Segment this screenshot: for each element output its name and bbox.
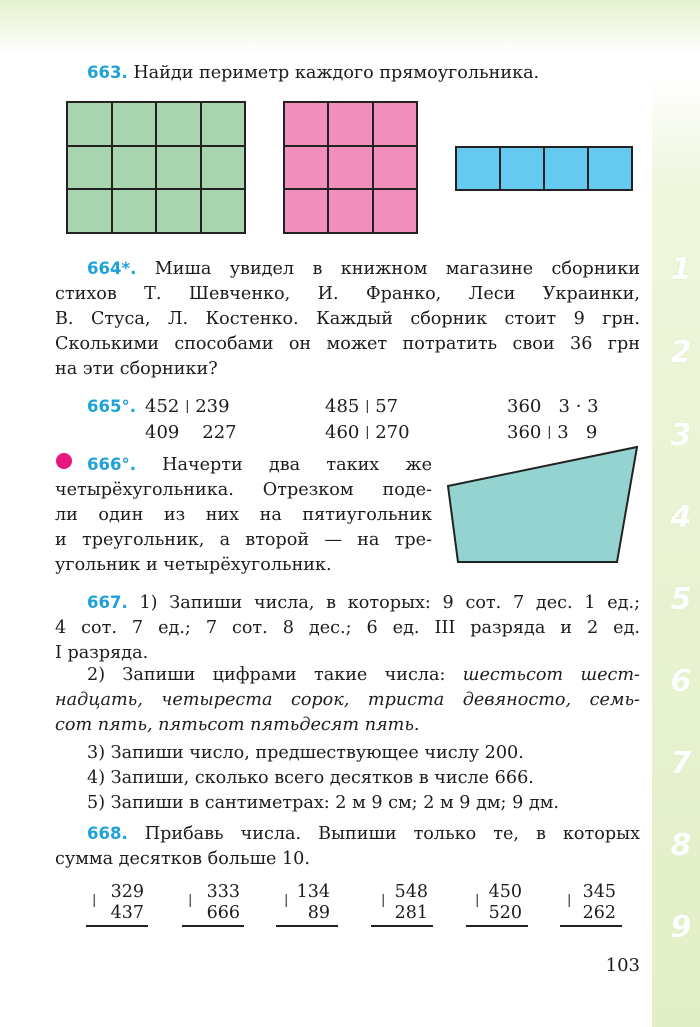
exercise-line: надцать, четыреста сорок, триста девяносто, семь- xyxy=(55,690,640,710)
exercise-number: 665°. xyxy=(87,397,136,416)
exercise-number: 668. xyxy=(87,824,128,843)
exercise-667-part4: 4) Запиши, сколько всего десятков в числе 666. xyxy=(87,768,534,788)
marker-dot xyxy=(56,453,72,469)
exercise-line: I разряда. xyxy=(55,643,149,663)
tab-5: 5 xyxy=(670,582,692,617)
tab-3: 3 xyxy=(670,418,692,453)
rectangle-green-grid xyxy=(66,101,246,234)
exercise-line: сумма десятков больше 10. xyxy=(55,849,310,869)
exercise-line: Сколькими способами он может потратить свои 36 грн xyxy=(55,334,640,354)
exercise-663 xyxy=(87,60,642,86)
exercise-line: сот пять, пятьсот пятьдесят пять. xyxy=(55,715,420,735)
exercise-line: 2) Запиши цифрами такие числа: шестьсот шест- xyxy=(87,665,640,685)
tab-2: 2 xyxy=(670,335,692,370)
top-fade xyxy=(0,0,700,55)
exercise-text: Найди периметр каждого прямоугольника. xyxy=(133,63,540,83)
exercise-line: 667. 1) Запиши числа, в которых: 9 сот. 7 дес. 1 ед.; xyxy=(87,593,640,613)
expr-452-239: 452 | 239 xyxy=(145,396,230,417)
exercise-line: на эти сборники? xyxy=(55,359,218,379)
expr-460-270: 460 | 270 xyxy=(325,422,410,443)
expr-409-227: 409 227 xyxy=(145,422,237,443)
page-number: 103 xyxy=(605,955,640,976)
tab-9: 9 xyxy=(670,910,692,945)
expr-360-3x3: 360 3 · 3 xyxy=(507,396,599,417)
expr-360-3-9: 360 | 3 9 xyxy=(507,422,598,443)
exercise-number: 667. xyxy=(87,593,128,612)
exercise-number: 663. xyxy=(87,63,128,82)
exercise-line: 666°. Начерти два таких же xyxy=(87,455,432,475)
exercise-line: четырёхугольника. Отрезком поде- xyxy=(55,480,432,500)
exercise-line: 4 сот. 7 ед.; 7 сот. 8 дес.; 6 ед. III разряда и 2 ед. xyxy=(55,618,640,638)
rectangle-blue-strip xyxy=(455,146,633,191)
exercise-line: ли один из них на пятиугольник xyxy=(55,505,432,525)
expr-485-57: 485 | 57 xyxy=(325,396,399,417)
exercise-666 xyxy=(55,452,432,578)
exercise-line: стихов Т. Шевченко, И. Франко, Леси Украинки, xyxy=(55,284,640,304)
exercise-667-part5: 5) Запиши в сантиметрах: 2 м 9 см; 2 м 9 дм; 9 дм. xyxy=(87,793,559,813)
rectangle-pink-grid xyxy=(283,101,418,234)
tab-4: 4 xyxy=(670,500,692,535)
quadrilateral-figure xyxy=(444,444,640,566)
exercise-667-part2 xyxy=(55,663,640,738)
exercise-line: и треугольник, а второй — на тре- xyxy=(55,530,432,550)
exercise-668 xyxy=(55,821,641,872)
exercise-667 xyxy=(55,590,640,666)
exercise-667-part3: 3) Запиши число, предшествующее числу 200. xyxy=(87,743,524,763)
exercise-line: В. Стуса, Л. Костенко. Каждый сборник стоит 9 грн. xyxy=(55,309,640,329)
chapter-tab-strip xyxy=(652,75,700,1027)
exercise-line: 668. Прибавь числа. Выпиши только те, в которых xyxy=(87,824,641,844)
exercise-number: 664*. xyxy=(87,259,137,278)
tab-1: 1 xyxy=(670,252,692,287)
exercise-line: угольник и четырёхугольник. xyxy=(55,555,332,575)
tab-8: 8 xyxy=(670,828,692,863)
exercise-line: 664*. Миша увидел в книжном магазине сборники xyxy=(87,259,640,279)
tab-6: 6 xyxy=(670,664,692,699)
exercise-664 xyxy=(55,256,640,382)
tab-7: 7 xyxy=(670,746,692,781)
exercise-number: 666°. xyxy=(87,455,136,474)
